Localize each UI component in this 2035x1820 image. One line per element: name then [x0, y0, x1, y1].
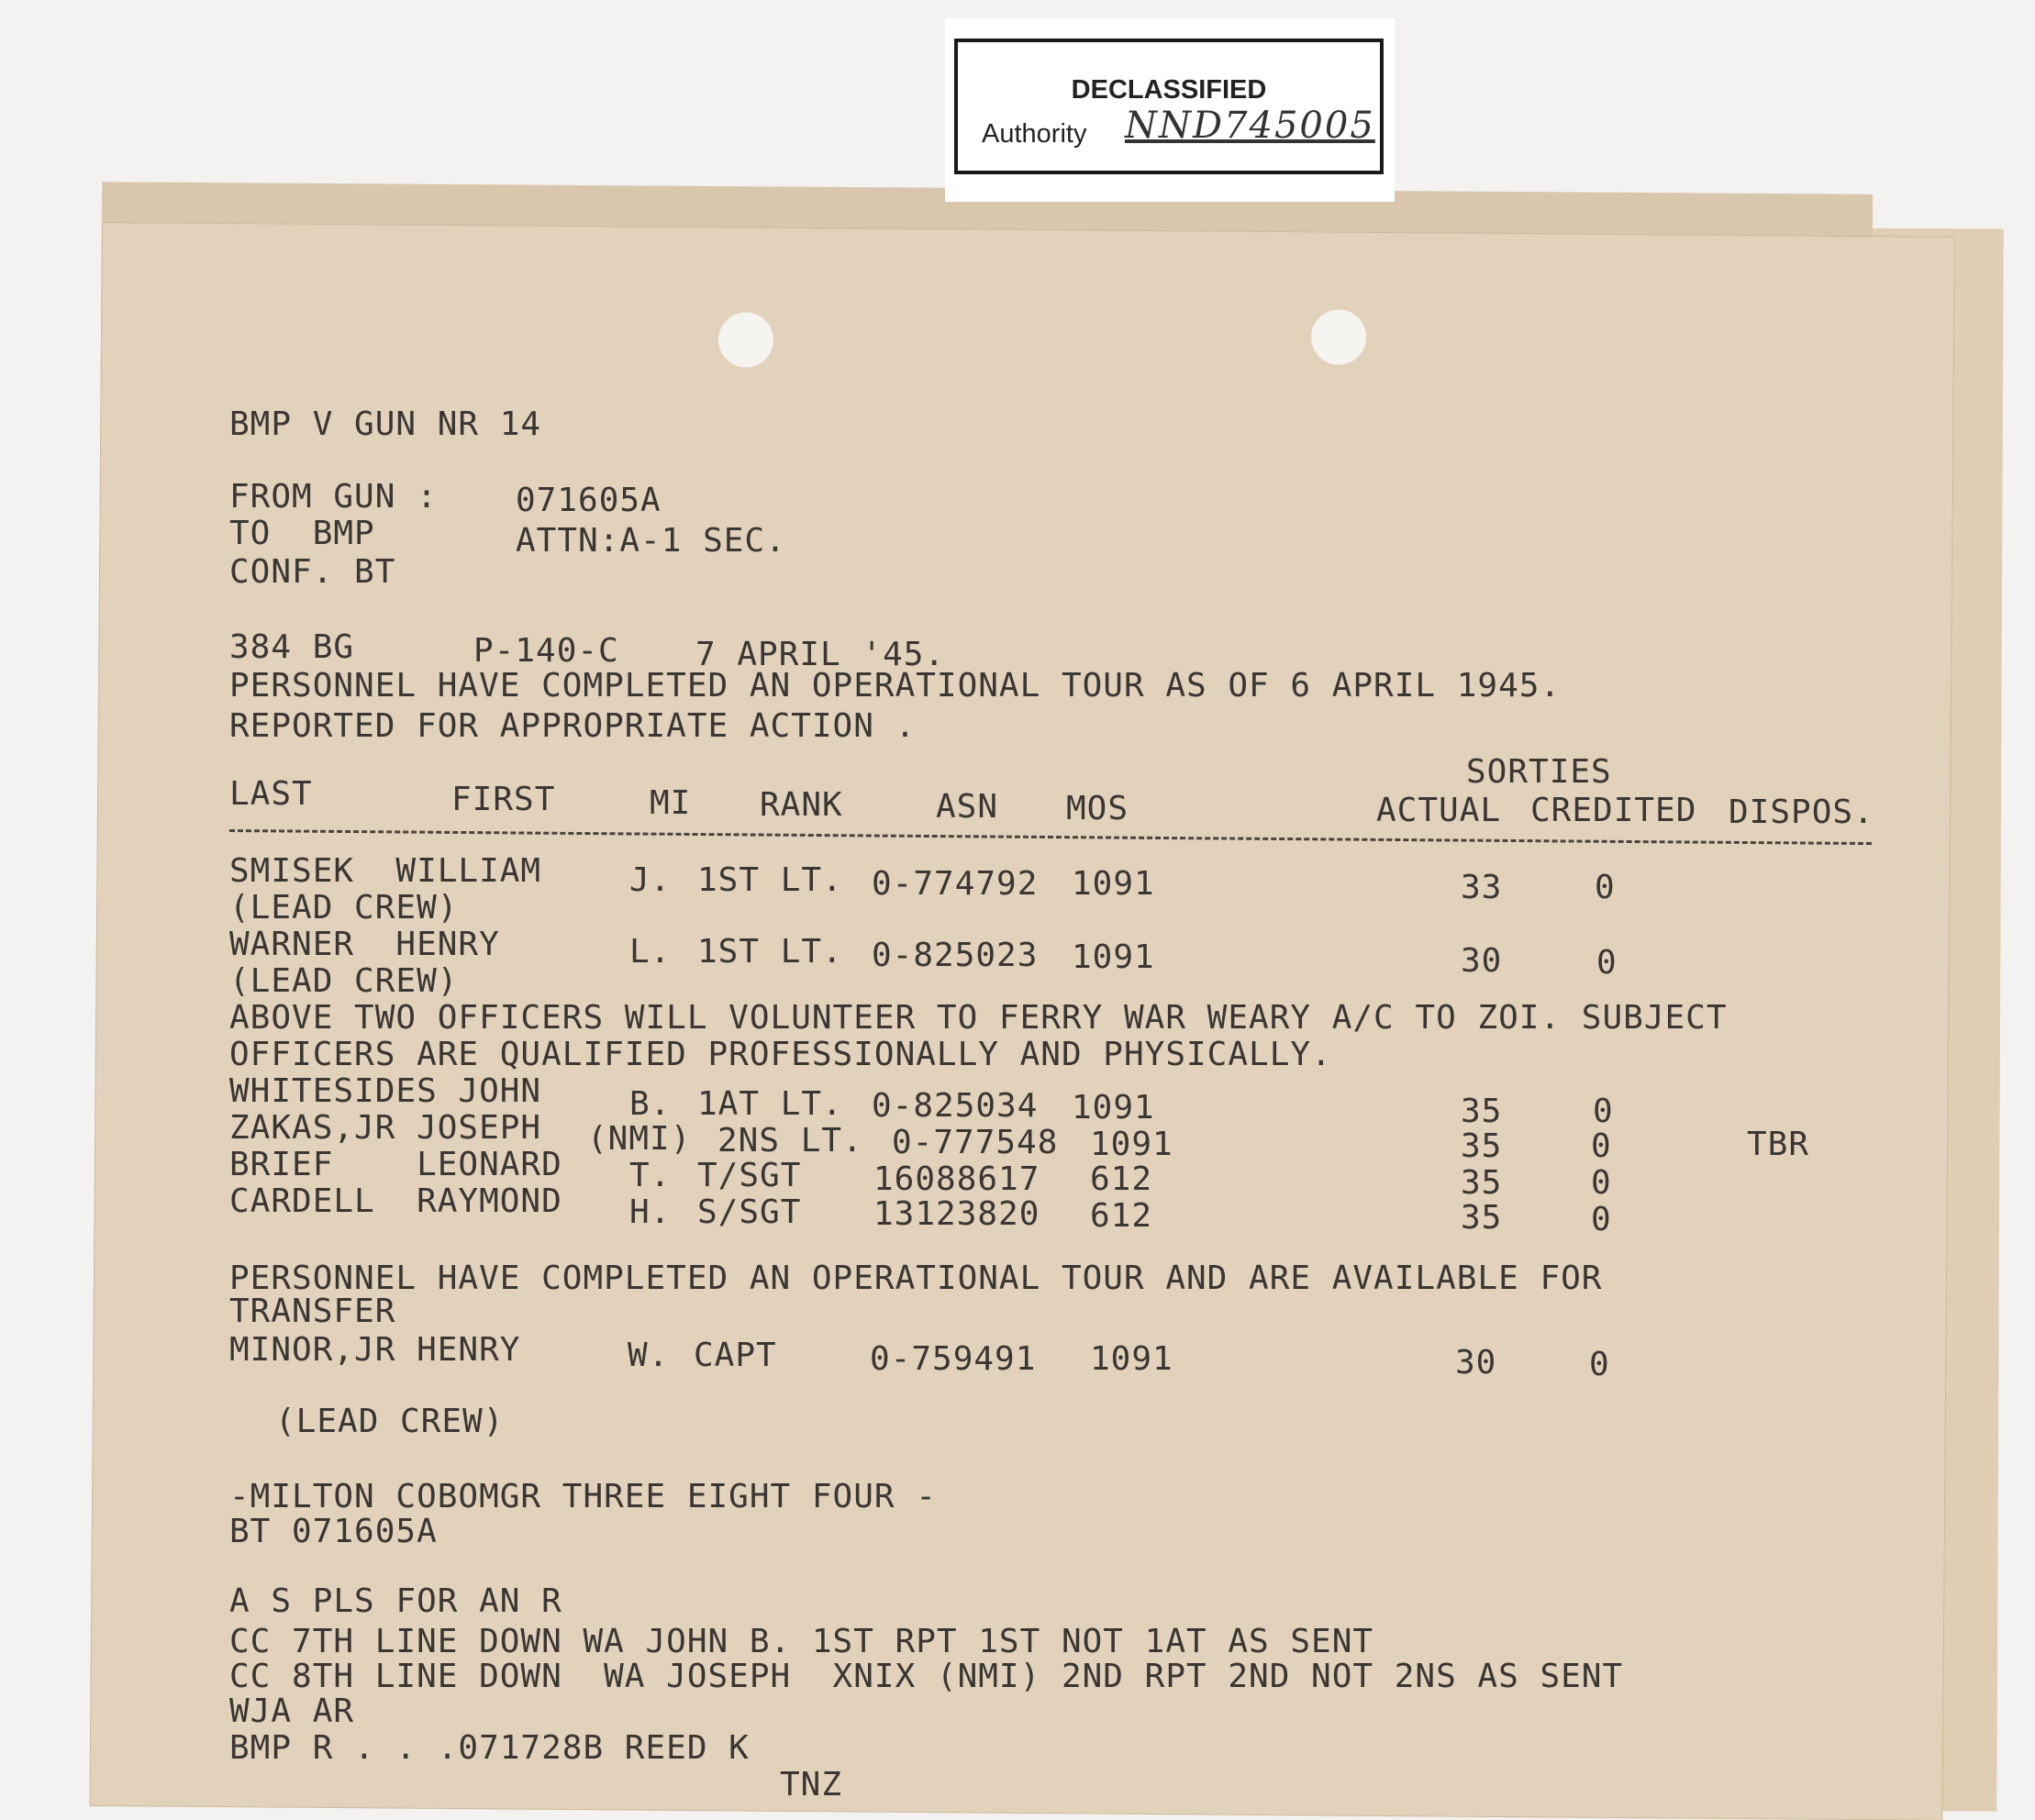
- to-line: TO BMP: [229, 515, 375, 552]
- col-rank: RANK: [760, 786, 843, 824]
- message-id: BMP V GUN NR 14: [229, 405, 542, 443]
- intro-line-1: PERSONNEL HAVE COMPLETED AN OPERATIONAL TOUR AS OF 6 APRIL 1945.: [229, 667, 1562, 705]
- attn-line: ATTN:A-1 SEC.: [516, 522, 786, 560]
- row-rank: 1ST LT.: [697, 933, 843, 971]
- col-first: FIRST: [451, 781, 556, 818]
- row-actual: 30: [1461, 942, 1503, 980]
- row-asn: 0-777548: [892, 1124, 1059, 1161]
- row-mos: 1091: [1072, 865, 1155, 903]
- col-asn: ASN: [936, 788, 999, 826]
- row-note: (LEAD CREW): [275, 1403, 505, 1440]
- col-actual: ACTUAL: [1376, 792, 1502, 829]
- row-name: WHITESIDES JOHN: [229, 1072, 542, 1110]
- row-credited: 0: [1589, 1346, 1610, 1383]
- stamp-authority-label: Authority: [982, 119, 1087, 149]
- row-dispos: TBR: [1747, 1126, 1810, 1163]
- ref-date: 7 APRIL '45.: [695, 636, 946, 673]
- row-mos: 1091: [1090, 1126, 1173, 1163]
- intro-line-2: REPORTED FOR APPROPRIATE ACTION .: [229, 707, 917, 745]
- row-rank: 1AT LT.: [697, 1085, 843, 1123]
- row-mos: 612: [1090, 1197, 1153, 1235]
- from-value: 071605A: [516, 482, 662, 519]
- row-rank: 1ST LT.: [697, 861, 843, 899]
- row-actual: 35: [1461, 1127, 1503, 1165]
- row-mi: H.: [629, 1193, 672, 1231]
- transfer-line-1: PERSONNEL HAVE COMPLETED AN OPERATIONAL TOUR AND ARE AVAILABLE FOR: [229, 1260, 1603, 1297]
- row-mi: (NMI): [587, 1120, 692, 1158]
- row-credited: 0: [1593, 1093, 1614, 1130]
- row-credited: 0: [1595, 869, 1616, 906]
- row-mi: T.: [629, 1157, 672, 1194]
- row-mi: W.: [628, 1337, 670, 1374]
- service-line-3: CC 8TH LINE DOWN WA JOSEPH XNIX (NMI) 2ND RPT 2ND NOT 2NS AS SENT: [229, 1658, 1624, 1695]
- service-line-6: TNZ: [780, 1766, 843, 1803]
- col-last: LAST: [229, 775, 313, 813]
- row-name: ZAKAS,JR JOSEPH: [229, 1109, 542, 1147]
- sign-line-1: -MILTON COBOMGR THREE EIGHT FOUR -: [229, 1478, 937, 1515]
- sorties-header: SORTIES: [1466, 753, 1612, 791]
- volunteer-line-2: OFFICERS ARE QUALIFIED PROFESSIONALLY AND PHYSICALLY.: [229, 1036, 1332, 1073]
- service-line-4: WJA AR: [229, 1692, 355, 1730]
- row-mos: 1091: [1072, 1089, 1155, 1126]
- row-credited: 0: [1596, 944, 1618, 982]
- row-actual: 30: [1455, 1344, 1497, 1382]
- row-asn: 0-759491: [870, 1340, 1037, 1378]
- row-credited: 0: [1591, 1127, 1612, 1165]
- transfer-line-2: TRANSFER: [229, 1293, 396, 1330]
- col-credited: CREDITED: [1530, 792, 1697, 829]
- row-asn: 16088617: [873, 1160, 1040, 1198]
- row-name: SMISEK WILLIAM: [229, 852, 542, 890]
- row-mos: 1091: [1072, 938, 1155, 976]
- row-credited: 0: [1591, 1164, 1612, 1202]
- row-asn: 0-774792: [872, 865, 1039, 903]
- stamp-title: DECLASSIFIED: [1071, 75, 1267, 105]
- row-rank: 2NS LT.: [717, 1122, 863, 1160]
- declassified-stamp: [954, 39, 1384, 174]
- service-line-2: CC 7TH LINE DOWN WA JOHN B. 1ST RPT 1ST NOT 1AT AS SENT: [229, 1623, 1374, 1660]
- row-mi: L.: [629, 933, 672, 971]
- punch-hole: [718, 312, 773, 367]
- row-name: MINOR,JR HENRY: [229, 1331, 521, 1369]
- row-rank: CAPT: [694, 1337, 777, 1374]
- col-mi: MI: [650, 784, 692, 822]
- punch-hole: [1311, 309, 1366, 364]
- col-mos: MOS: [1066, 790, 1129, 827]
- row-actual: 33: [1461, 869, 1503, 906]
- row-name: BRIEF LEONARD: [229, 1146, 562, 1183]
- row-credited: 0: [1591, 1201, 1612, 1238]
- row-name: CARDELL RAYMOND: [229, 1182, 562, 1220]
- row-note: (LEAD CREW): [229, 889, 459, 927]
- row-actual: 35: [1461, 1164, 1503, 1202]
- row-asn: 13123820: [873, 1195, 1040, 1233]
- row-asn: 0-825023: [872, 937, 1039, 974]
- service-line-1: A S PLS FOR AN R: [229, 1582, 562, 1620]
- row-mi: B.: [629, 1085, 672, 1123]
- row-rank: S/SGT: [697, 1193, 802, 1231]
- conf-line: CONF. BT: [229, 553, 396, 591]
- stamp-authority-signature: NND745005: [1125, 105, 1375, 147]
- ref-group: 384 BG: [229, 628, 355, 666]
- row-name: WARNER HENRY: [229, 926, 500, 963]
- from-line: FROM GUN :: [229, 478, 438, 516]
- row-mos: 612: [1090, 1160, 1153, 1198]
- col-dispos: DISPOS.: [1729, 793, 1874, 831]
- row-mos: 1091: [1090, 1340, 1173, 1378]
- service-line-5: BMP R . . .071728B REED K: [229, 1729, 750, 1767]
- ref-code: P-140-C: [473, 632, 619, 670]
- row-asn: 0-825034: [872, 1087, 1039, 1125]
- row-mi: J.: [629, 861, 672, 899]
- volunteer-line-1: ABOVE TWO OFFICERS WILL VOLUNTEER TO FERRY WAR WEARY A/C TO ZOI. SUBJECT: [229, 999, 1728, 1037]
- row-note: (LEAD CREW): [229, 962, 459, 1000]
- row-rank: T/SGT: [697, 1157, 802, 1194]
- row-actual: 35: [1461, 1093, 1503, 1130]
- row-actual: 35: [1461, 1199, 1503, 1237]
- sign-line-2: BT 071605A: [229, 1513, 438, 1550]
